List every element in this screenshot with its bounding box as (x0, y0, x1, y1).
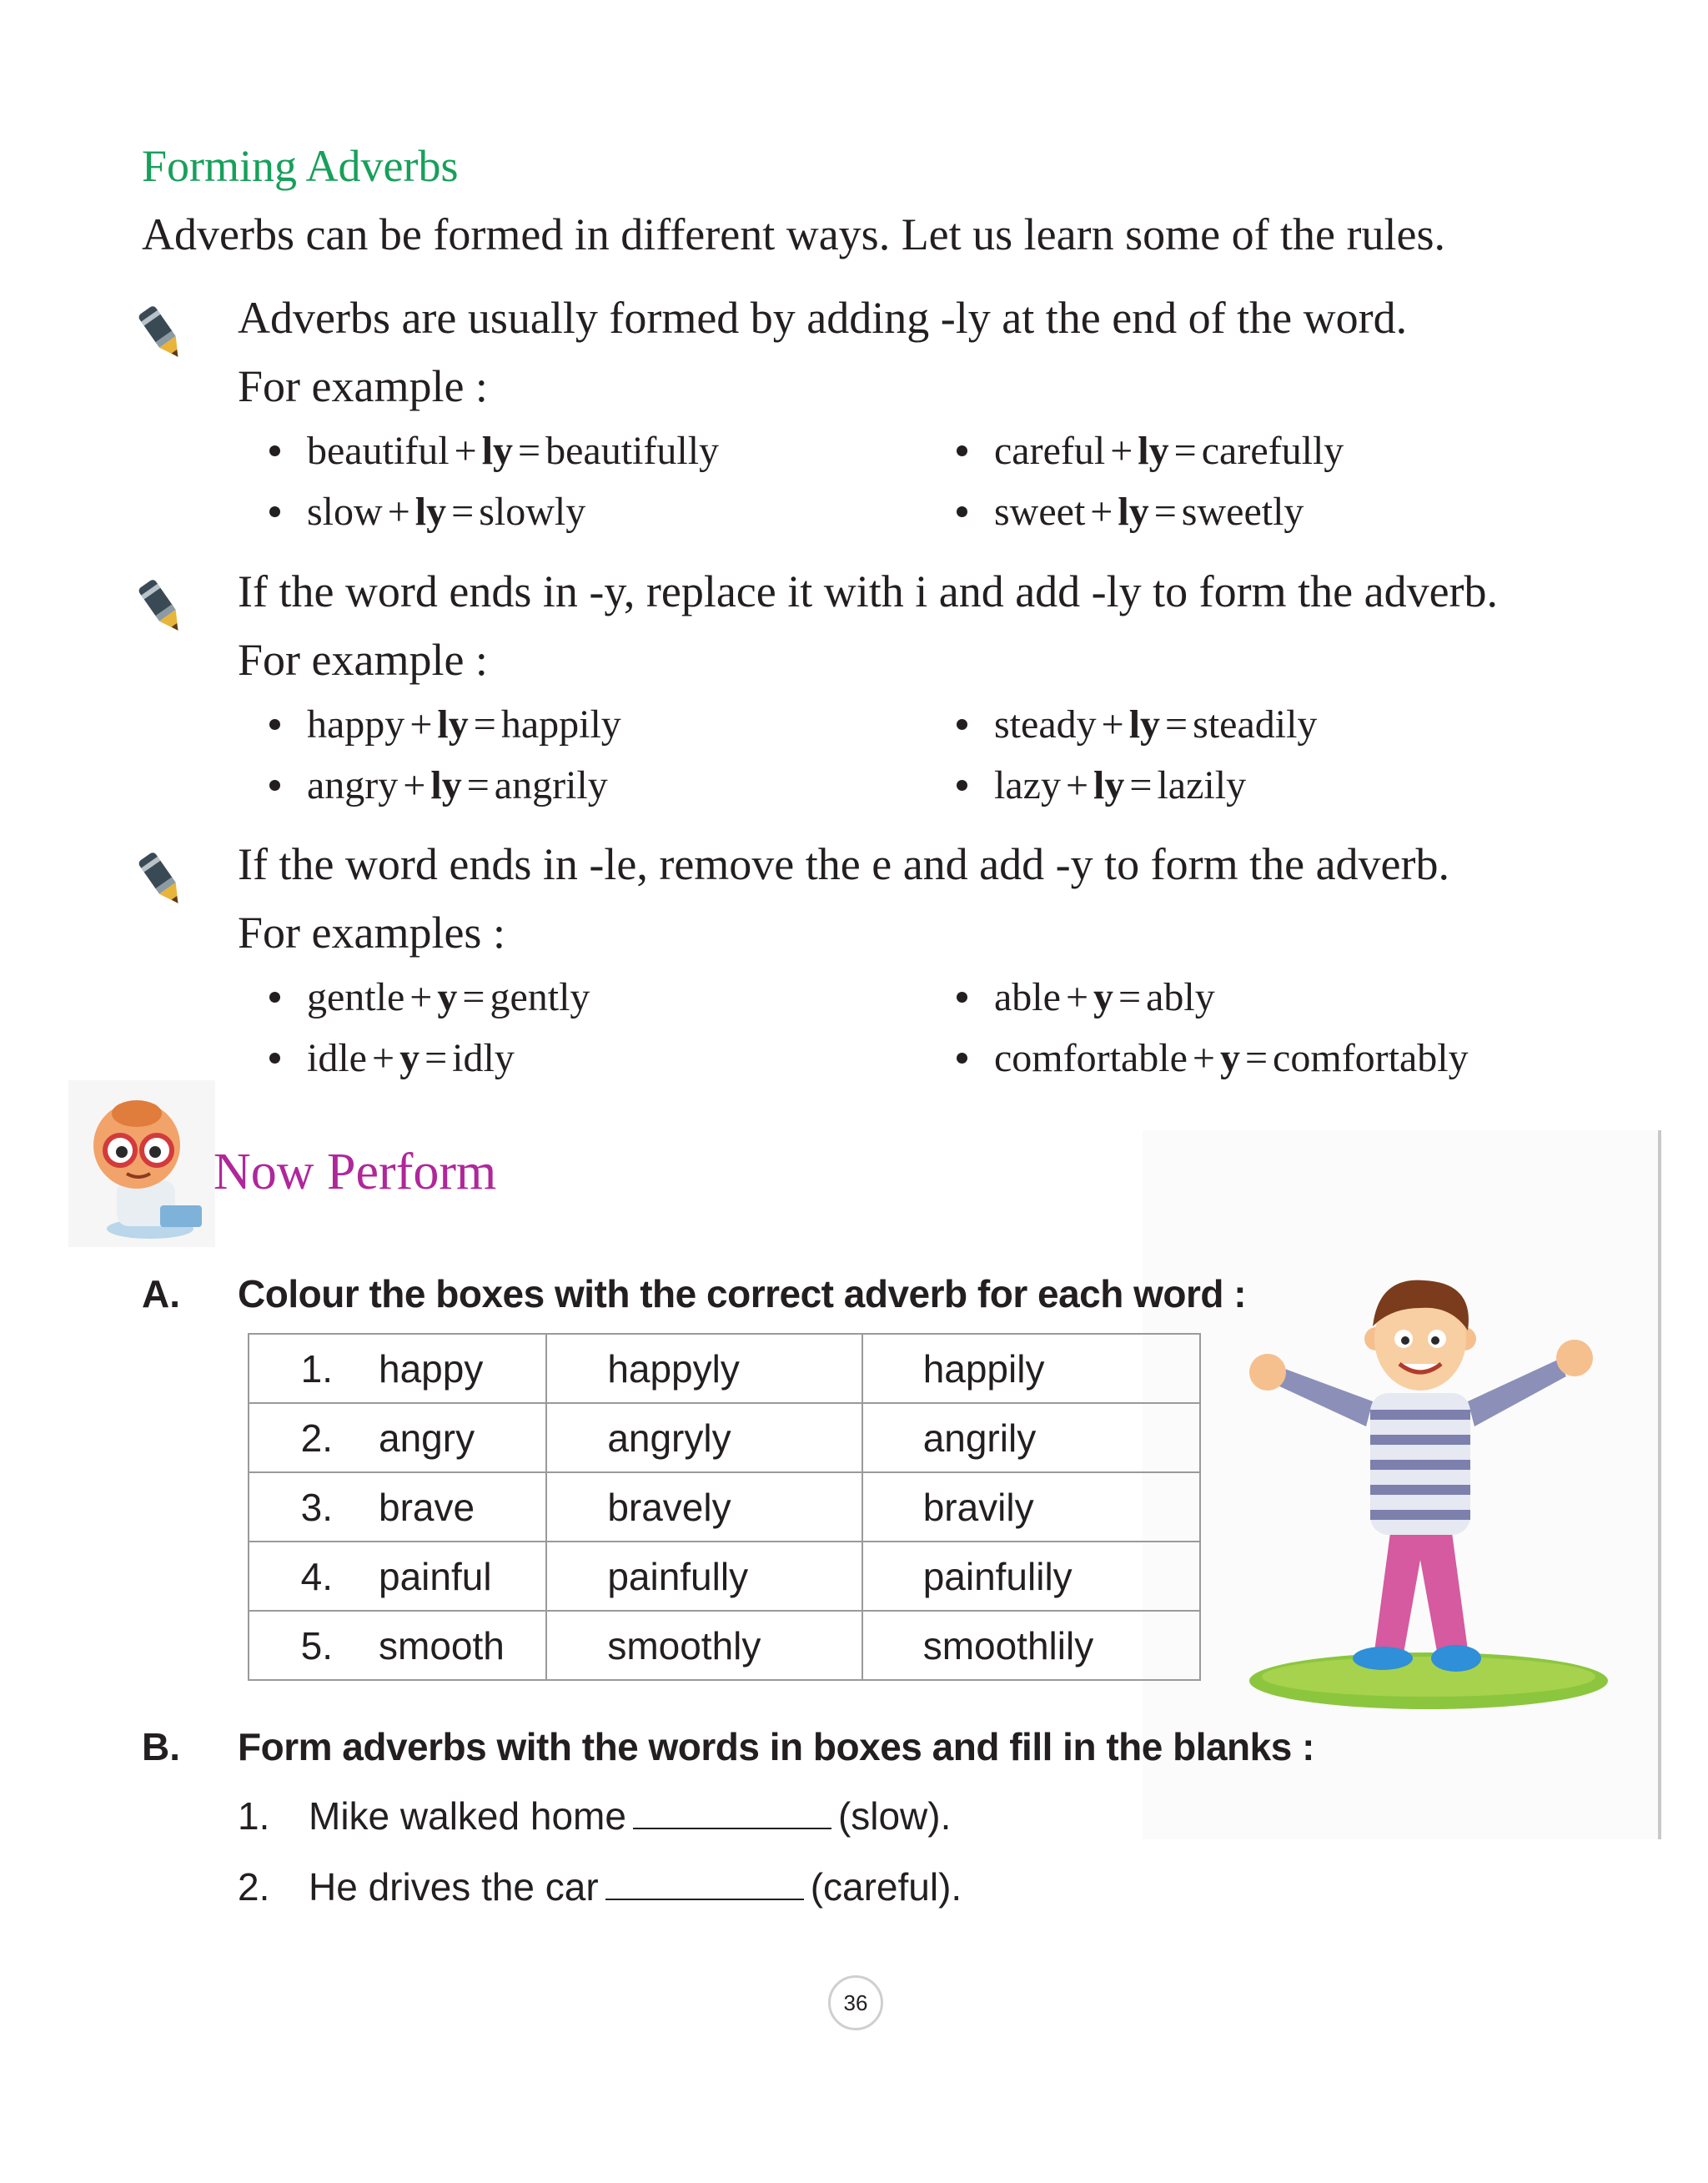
table-row (249, 1334, 1200, 1403)
option-box[interactable]: angrily (862, 1403, 1200, 1472)
bullet (957, 992, 967, 1003)
section-b-label: B. (142, 1725, 180, 1768)
page-number: 36 (828, 1975, 883, 2030)
example-item: steady + ly = steadily (957, 702, 1317, 747)
table-row (249, 1611, 1200, 1680)
example-item: idle + y = idly (269, 1035, 515, 1081)
rule-3-for-examples: For examples : (238, 908, 505, 958)
example-item: slow + ly = slowly (269, 489, 585, 535)
bullet (269, 506, 280, 517)
blank-answer[interactable] (605, 1867, 804, 1900)
bullet (957, 1053, 967, 1064)
section-a-instruction: Colour the boxes with the correct adverb for each word : (238, 1272, 1247, 1315)
mascot-illustration (68, 1080, 215, 1247)
word-cell: 1. happy (249, 1334, 546, 1403)
bullet (957, 719, 967, 730)
example-item: lazy + ly = lazily (957, 762, 1246, 808)
option-box[interactable]: angryly (546, 1403, 862, 1472)
example-item: beautiful + ly = beautifully (269, 428, 719, 474)
bullet (957, 506, 967, 517)
option-box[interactable]: happily (862, 1334, 1200, 1403)
option-box[interactable]: bravely (546, 1472, 862, 1542)
example-item: happy + ly = happily (269, 702, 621, 747)
fill-blank-item: 1. Mike walked home (slow). (238, 1794, 952, 1838)
example-item: sweet + ly = sweetly (957, 489, 1304, 535)
section-title: Forming Adverbs (142, 141, 459, 191)
example-item: angry + ly = angrily (269, 762, 608, 808)
adverb-table (248, 1333, 1201, 1681)
word-cell: 3. brave (249, 1472, 546, 1542)
rule-2-text: If the word ends in -y, replace it with i and add -ly to form the adverb. (238, 566, 1499, 616)
option-box[interactable]: smoothlily (862, 1611, 1200, 1680)
bullet (957, 780, 967, 791)
example-item: able + y = ably (957, 974, 1215, 1020)
bullet (269, 719, 280, 730)
rule-3-text: If the word ends in -le, remove the e and add -y to form the adverb. (238, 839, 1449, 889)
blank-answer[interactable] (633, 1796, 831, 1829)
option-box[interactable]: happyly (546, 1334, 862, 1403)
option-box[interactable]: painfulily (862, 1542, 1200, 1611)
bullet (957, 445, 967, 456)
option-box[interactable]: smoothly (546, 1611, 862, 1680)
now-perform-heading: Now Perform (214, 1144, 497, 1200)
pencil-icon (132, 847, 192, 913)
intro-text: Adverbs can be formed in different ways. Let us learn some of the rules. (142, 209, 1445, 259)
fill-blank-item: 2. He drives the car (careful). (238, 1865, 962, 1909)
rule-1-for-example: For example : (238, 361, 488, 411)
table-row (249, 1472, 1200, 1542)
table-row (249, 1542, 1200, 1611)
option-box[interactable]: bravily (862, 1472, 1200, 1542)
pencil-icon (132, 300, 192, 367)
table-row (249, 1403, 1200, 1472)
word-cell: 4. painful (249, 1542, 546, 1611)
example-item: careful + ly = carefully (957, 428, 1344, 474)
section-b-instruction: Form adverbs with the words in boxes and fill in the blanks : (238, 1725, 1314, 1768)
word-cell: 5. smooth (249, 1611, 546, 1680)
option-box[interactable]: painfully (546, 1542, 862, 1611)
bullet (269, 992, 280, 1003)
bullet (269, 445, 280, 456)
example-item: comfortable + y = comfortably (957, 1035, 1469, 1081)
bullet (269, 780, 280, 791)
section-a-label: A. (142, 1272, 180, 1315)
example-item: gentle + y = gently (269, 974, 590, 1020)
pencil-icon (132, 574, 192, 641)
bullet (269, 1053, 280, 1064)
word-cell: 2. angry (249, 1403, 546, 1472)
boy-illustration (1233, 1260, 1616, 1710)
rule-1-text: Adverbs are usually formed by adding -ly at the end of the word. (238, 293, 1408, 343)
rule-2-for-example: For example : (238, 635, 488, 685)
